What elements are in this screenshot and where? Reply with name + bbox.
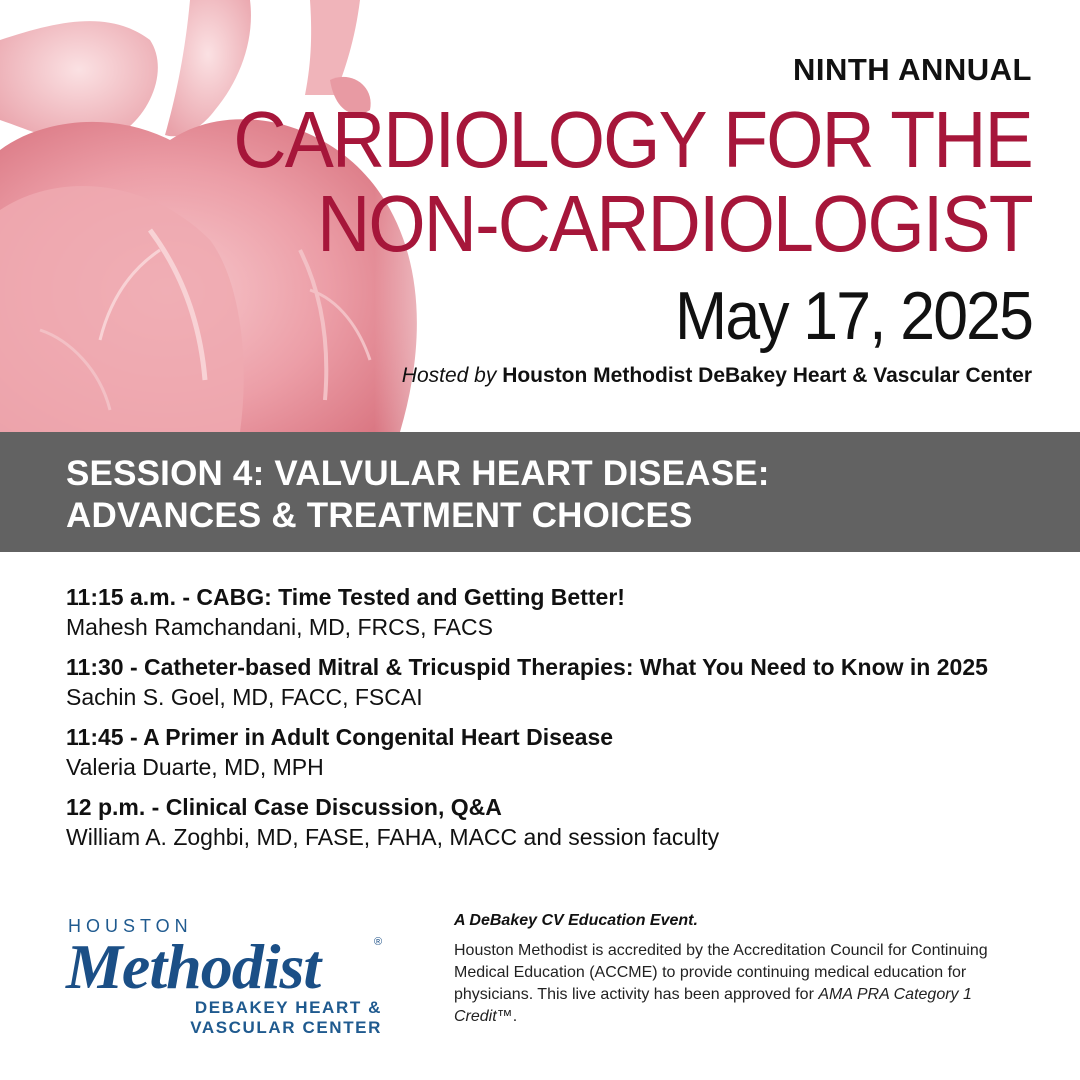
event-title-line2: NON-CARDIOLOGIST [317, 179, 1032, 268]
session-title-line1: SESSION 4: VALVULAR HEART DISEASE: [66, 454, 770, 493]
accreditation-text: Houston Methodist is accredited by the Accreditation Council for Continuing Medical Education (ACCME) to provide continuing medical education for physicians. This live activity has been approved for [454, 942, 988, 1003]
event-title-line1: CARDIOLOGY FOR THE [233, 95, 1032, 184]
logo-methodist: Methodist [66, 931, 321, 1002]
accreditation-statement [454, 940, 1014, 1028]
agenda-item [66, 792, 1026, 852]
agenda-item-speaker: Mahesh Ramchandani, MD, FRCS, FACS [66, 614, 493, 640]
hosted-org: Houston Methodist DeBakey Heart & Vascular Center [502, 364, 1032, 387]
event-title [233, 95, 1032, 268]
agenda-item [66, 722, 1026, 782]
education-event-label: A DeBakey CV Education Event. [454, 912, 698, 929]
hosted-by [402, 364, 1032, 388]
agenda-item-speaker: Valeria Duarte, MD, MPH [66, 754, 324, 780]
agenda-item-speaker: Sachin S. Goel, MD, FACC, FSCAI [66, 684, 423, 710]
accreditation-block [454, 912, 1014, 1028]
logo-subtitle-line2: VASCULAR CENTER [190, 1018, 382, 1037]
agenda-item-title: 11:15 a.m. - CABG: Time Tested and Getting Better! [66, 584, 625, 610]
session-banner [0, 432, 1080, 552]
hosted-prefix: Hosted by [401, 364, 497, 387]
agenda-item-title: 11:45 - A Primer in Adult Congenital Heart Disease [66, 724, 614, 750]
credit-designation: AMA PRA Category 1 Credit™ [454, 986, 972, 1025]
houston-methodist-logo [66, 916, 396, 1040]
agenda-item [66, 582, 1026, 642]
logo-registered-mark: ® [374, 936, 383, 948]
logo-subtitle-line1: DEBAKEY HEART & [194, 998, 382, 1017]
agenda-item-title: 11:30 - Catheter-based Mitral & Tricuspid Therapies: What You Need to Know in 2025 [66, 654, 988, 680]
session-title-line2: ADVANCES & TREATMENT CHOICES [66, 496, 693, 535]
accreditation-end: . [512, 1008, 518, 1025]
agenda-item-speaker: William A. Zoghbi, MD, FASE, FAHA, MACC and session faculty [66, 824, 720, 850]
edition-label: NINTH ANNUAL [792, 52, 1032, 87]
agenda-item-title: 12 p.m. - Clinical Case Discussion, Q&A [66, 794, 502, 820]
logo-houston: HOUSTON [68, 916, 193, 936]
agenda-item [66, 652, 1026, 712]
agenda-list [66, 582, 1026, 862]
event-date: May 17, 2025 [674, 278, 1032, 354]
